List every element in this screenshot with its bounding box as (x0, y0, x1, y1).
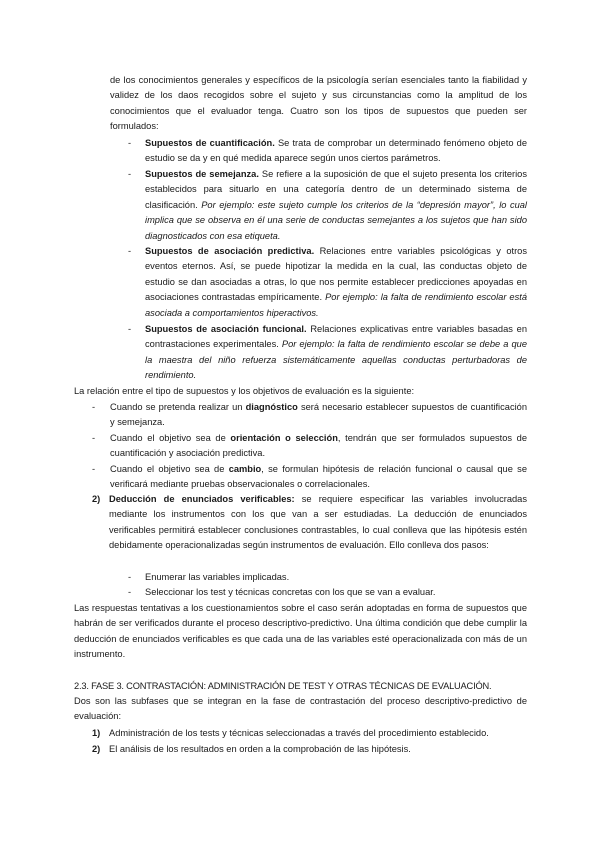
objetivo-bold: cambio (228, 464, 262, 474)
dash-bullet: - (92, 464, 96, 474)
paso-item: - Seleccionar los test y técnicas concretas con los que se van a evaluar. (128, 585, 527, 600)
supuesto-title: Supuestos de asociación funcional. (145, 324, 307, 334)
relacion-intro: La relación entre el tipo de supuestos y los objetivos de evaluación es la siguiente: (74, 386, 415, 396)
supuesto-title: Supuestos de semejanza. (145, 169, 259, 179)
supuesto-text: Se trata de comprobar un determinado fenómeno objeto de estudio se da y en qué medida aparece según unos ciertos parámetros. (145, 138, 527, 164)
deduccion-title: Deducción de enunciados verificables: (109, 494, 295, 504)
deduccion-number: 2) (92, 494, 101, 504)
intro-paragraph: de los conocimientos generales y específicos de la psicología serían esenciales tanto la fiabilidad y validez de los daos recogidos sobre el sujeto y sus circunstancias como la amplitud de los conocimientos que el evaluador tenga. Cuatro son los tipos de supuestos que pueden ser formulados: (110, 75, 527, 132)
list-item: - Cuando se pretenda realizar un diagnóstico será necesario establecer supuestos de cuantificación y semejanza. (92, 402, 527, 428)
list-item (128, 167, 527, 244)
list-item: 2) El análisis de los resultados en orden a la comprobación de las hipótesis. (92, 742, 527, 757)
list-item (128, 136, 527, 167)
dash-bullet: - (128, 587, 132, 597)
dash-bullet: - (92, 402, 96, 412)
dash-bullet: - (92, 433, 96, 443)
list-item (128, 322, 527, 384)
supuesto-example: Por ejemplo: este sujeto cumple los criterios de la “depresión mayor”, lo cual implica que se observa en él una serie de conductas semejantes a los sujetos que han sido diagnosticados con esa etiqueta. (145, 199, 527, 241)
deduccion-section (92, 492, 527, 554)
respuestas-paragraph: Las respuestas tentativas a los cuestionamientos sobre el caso serán adoptadas en forma de supuestos que habrán de ser verificados durante el proceso descriptivo-predictivo. Una última condición que debe cumplir la deducción de enunciados verificables es que cada una de las variables esté operacionalizada con más de un instrumento. (74, 603, 527, 660)
section-heading: 2.3. FASE 3. CONTRASTACIÓN: ADMINISTRACIÓN DE TEST Y OTRAS TÉCNICAS DE EVALUACIÓN. (74, 681, 492, 691)
supuesto-title: Supuestos de cuantificación. (145, 138, 275, 148)
list-item: 1) Administración de los tests y técnicas seleccionadas a través del procedimiento establecido. (92, 726, 527, 741)
dash-bullet: - (128, 246, 132, 256)
dash-bullet: - (128, 324, 132, 334)
dash-bullet: - (128, 138, 132, 148)
list-item: - Cuando el objetivo sea de orientación o selección, tendrán que ser formulados supuestos de cuantificación y asociación predictiva. (92, 433, 528, 459)
list-item (128, 244, 527, 321)
fase3-intro: Dos son las subfases que se integran en la fase de contrastación del proceso descriptivo-predictivo de evaluación: (74, 696, 527, 722)
supuesto-title: Supuestos de asociación predictiva. (145, 246, 315, 256)
paso-item: - Enumerar las variables implicadas. (128, 570, 527, 585)
supuesto-text: Se refiere a la suposición de que el sujeto presenta los criterios establecidos para situarlo en una categoría dentro de un determinado sistema de clasificación. (145, 169, 527, 210)
supuesto-example: Por ejemplo: la falta de rendimiento escolar está asociada a comportamientos hiperactivos. (145, 292, 527, 318)
deduccion-text: se requiere especificar las variables involucradas mediante los instrumentos con los que van a ser estudiadas. La deducción de enunciados verificables permitirá establecer conclusiones contrastables, lo cual conlleva que las hipótesis estén debidamente operacionalizadas según instrumentos de evaluación. Ello conlleva dos pasos: (109, 494, 528, 551)
supuesto-example: Por ejemplo: la falta de rendimiento escolar se debe a que la maestra del niño refuerza sistemáticamente aquellas conductas perturbadoras de rendimiento. (145, 339, 527, 381)
list-item: - Cuando el objetivo sea de cambio, se formulan hipótesis de relación funcional o causal que se verificará mediante pruebas observacionales o correlacionales. (92, 464, 527, 490)
supuesto-text: Relaciones explicativas entre variables basadas en contrastaciones experimentales. (145, 324, 527, 350)
objetivo-bold: orientación o selección (230, 433, 338, 443)
dash-bullet: - (128, 169, 132, 179)
objetivo-bold: diagnóstico (245, 402, 298, 412)
item-number: 2) (92, 744, 101, 754)
supuesto-text: Relaciones entre variables psicológicas y otros eventos eternos. Así, se puede hipotizar la medida en la cual, las conductas objeto de estudio se dan asociadas a otras, lo que nos permite establecer predicciones apoyadas en asociaciones contrastadas empíricamente. (145, 246, 527, 303)
dash-bullet: - (128, 572, 132, 582)
item-number: 1) (92, 728, 101, 738)
